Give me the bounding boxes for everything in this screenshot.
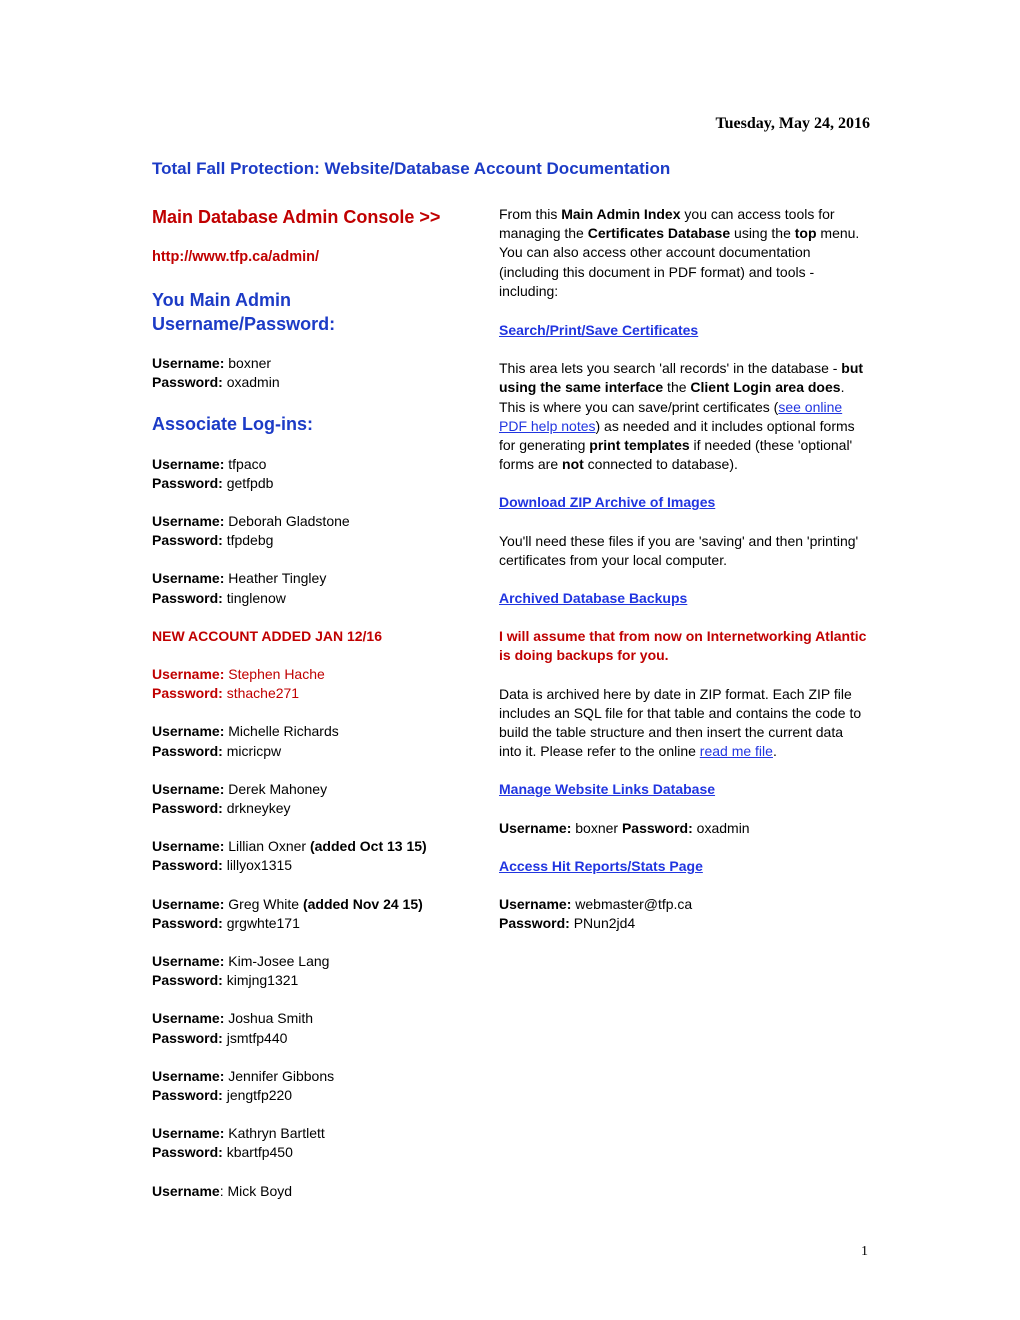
password-label: Password: [152,800,223,817]
admin-console-heading: Main Database Admin Console >> [152,207,441,227]
password-label: Password: [152,857,223,874]
username-value: : Mick Boyd [219,1182,293,1199]
new-account-note: NEW ACCOUNT ADDED JAN 12/16 [152,627,382,644]
password-value: getfpdb [226,474,274,491]
search-certificates-link[interactable]: Search/Print/Save Certificates [499,322,699,339]
password-label: Password: [621,819,693,836]
account-entry [152,722,493,760]
two-column-layout [152,205,870,1220]
account-entry [152,780,493,818]
username-label: Username: [152,895,225,912]
username-value: Derek Mahoney [228,780,328,797]
manage-links-db-link[interactable]: Manage Website Links Database [499,781,716,798]
backups-assumption-note: I will assume that from now on Internetworking Atlantic is doing backups for you. [499,628,867,664]
archived-backups-link[interactable]: Archived Database Backups [499,590,688,607]
password-value: micricpw [226,742,282,759]
password-label: Password: [152,742,223,759]
username-value: Jennifer Gibbons [228,1067,335,1084]
username-label: Username: [499,819,572,836]
password-value: tfpdebg [226,532,274,549]
account-entry [152,1009,493,1047]
username-label: Username: [152,723,225,740]
username-value: Stephen Hache [228,666,325,683]
password-value: kimjng1321 [226,972,299,989]
password-value: PNun2jd4 [573,915,636,932]
account-entry [152,1067,493,1105]
account-entry [152,952,493,990]
search-certificates-heading [499,321,867,340]
account-entry-partial [152,1182,493,1201]
account-date-note: (added Nov 24 15) [302,895,423,912]
username-value: Greg White [228,895,300,912]
associate-logins-heading: Associate Log-ins: [152,413,314,434]
admin-url-link[interactable]: http://www.tfp.ca/admin/ [152,249,320,265]
account-entry [152,569,493,607]
username-label: Username: [152,838,225,855]
password-value: drkneykey [226,800,291,817]
username-value: Heather Tingley [228,570,327,587]
account-date-note: (added Oct 13 15) [309,838,427,855]
username-value: webmaster@tfp.ca [575,896,693,913]
main-admin-heading-line2: Username/Password: [152,314,336,335]
username-value: Deborah Gladstone [228,513,350,530]
intro-paragraph: From this Main Admin Index you can access tools for managing the Certificates Database using the top menu. You can also access other account documentation (including this document in PDF format) and tools - including: [499,206,860,299]
account-entry [152,837,493,875]
password-value: jengtfp220 [226,1087,293,1104]
search-paragraph: This area lets you search 'all records' in the database - but using the same interface the Client Login area does. This is where you can save/print certificates (see online PDF help notes) as needed and it includes optional forms for generating print templates if needed (these 'optional' forms are not connected to database). [499,360,864,473]
username-value: boxner [228,355,272,372]
read-me-link[interactable]: read me file [699,743,773,760]
password-value: oxadmin [696,819,750,836]
password-label: Password: [152,532,223,549]
account-entry [152,512,493,550]
password-label: Password: [152,1087,223,1104]
stats-credentials [499,895,867,933]
page-number: 1 [861,1244,868,1259]
username-value: Lillian Oxner [228,838,307,855]
password-label: Password: [152,589,223,606]
main-admin-credentials [152,354,493,392]
zip-paragraph: You'll need these files if you are 'saving' and then 'printing' certificates from your local computer. [499,532,859,568]
manage-links-db-heading [499,780,867,799]
username-label: Username: [152,355,225,372]
main-admin-heading [152,288,493,336]
password-label: Password: [499,915,570,932]
username-label: Username: [152,953,225,970]
pdf-help-notes-link[interactable]: see online PDF help notes [499,398,843,434]
password-value: sthache271 [226,685,300,702]
username-value: Joshua Smith [228,1010,314,1027]
download-zip-heading [499,493,867,512]
password-label: Password: [152,685,223,702]
password-label: Password: [152,914,223,931]
password-value: tinglenow [226,589,286,606]
archived-backups-heading [499,589,867,608]
right-column [499,205,867,1220]
username-label: Username: [152,666,225,683]
stats-page-link[interactable]: Access Hit Reports/Stats Page [499,857,703,874]
username-value: Michelle Richards [228,723,339,740]
password-value: lillyox1315 [226,857,293,874]
username-label: Username: [152,570,225,587]
password-value: kbartfp450 [226,1144,293,1161]
left-column [152,205,499,1220]
password-label: Password: [152,474,223,491]
username-label: Username: [152,455,225,472]
username-label: Username: [152,513,225,530]
account-entry [152,1124,493,1162]
stats-page-heading [499,857,867,876]
username-value: Kathryn Bartlett [228,1125,325,1142]
account-entry [152,895,493,933]
password-value: oxadmin [226,374,280,391]
username-value: Kim-Josee Lang [228,953,330,970]
account-entry-highlighted [152,665,493,703]
document-date: Tuesday, May 24, 2016 [715,115,870,132]
account-entry [152,455,493,493]
username-label: Username: [152,1067,225,1084]
page-title: Total Fall Protection: Website/Database Account Documentation [152,159,671,178]
username-label: Username [152,1182,220,1199]
username-label: Username: [152,780,225,797]
username-label: Username: [499,896,572,913]
download-zip-link[interactable]: Download ZIP Archive of Images [499,494,716,511]
links-db-credentials [499,819,867,838]
password-label: Password: [152,1144,223,1161]
username-value: tfpaco [228,455,267,472]
backups-paragraph: Data is archived here by date in ZIP format. Each ZIP file includes an SQL file for that table and contains the code to build the table structure and then insert the current data into it. Please refer to the online read me file. [499,685,862,760]
username-value: boxner [575,819,619,836]
username-label: Username: [152,1125,225,1142]
password-label: Password: [152,374,223,391]
password-value: grgwhte171 [226,914,300,931]
username-label: Username: [152,1010,225,1027]
password-label: Password: [152,1029,223,1046]
password-label: Password: [152,972,223,989]
password-value: jsmtfp440 [226,1029,288,1046]
main-admin-heading-line1: You Main Admin [152,290,291,311]
